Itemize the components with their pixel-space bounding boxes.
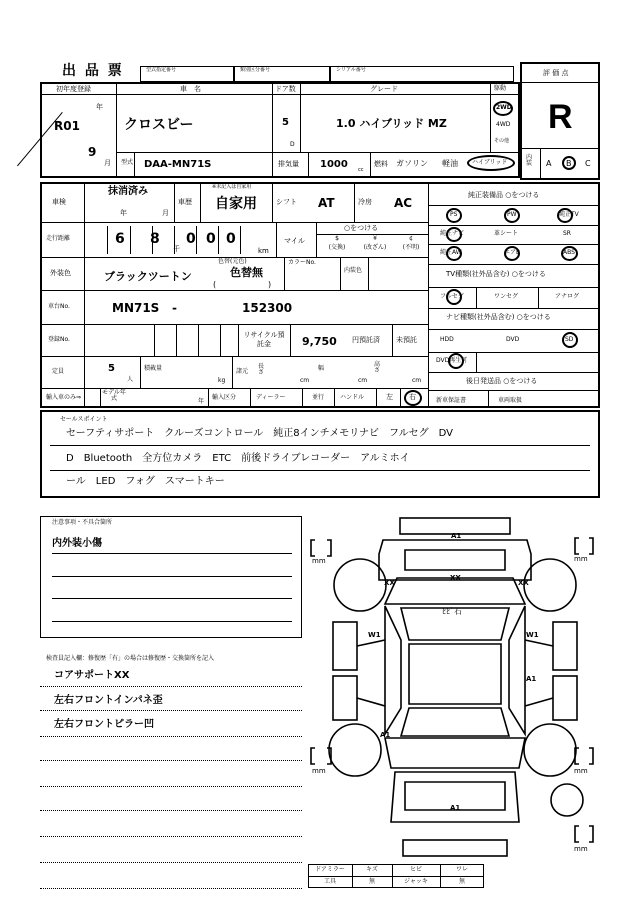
damage-left-fender: XX: [384, 579, 395, 587]
interior-c: C: [585, 159, 591, 168]
model-value: DAA-MN71S: [144, 159, 212, 170]
dvd-playback: DVD再生可: [436, 357, 468, 364]
width-cm: cm: [358, 377, 368, 384]
chassis-dash: -: [172, 301, 177, 315]
drive-label: 駆動: [494, 85, 507, 92]
recycle-value: 9,750: [302, 335, 337, 348]
mileage-mile: マイル: [284, 237, 305, 245]
interior-b: B: [566, 159, 572, 168]
tv-oneseg: ワンセグ: [494, 293, 519, 300]
chassis-model: MN71S: [112, 301, 160, 315]
odo-note: ○をつける: [344, 224, 379, 232]
fuel-hybrid: ハイブリッド: [472, 159, 508, 166]
model-year-unit: 年: [198, 398, 205, 405]
fuel-diesel: 軽油: [442, 159, 458, 168]
mileage-km: km: [258, 247, 269, 255]
mileage-digit: 6: [115, 231, 125, 247]
height-cm: cm: [412, 377, 422, 384]
capacity-unit: 人: [127, 376, 134, 383]
recycle-unpaid: 未預託: [396, 336, 417, 344]
disp-label: 排気量: [278, 160, 299, 168]
inspection-label: 車検: [52, 198, 66, 206]
disp-value: 1000: [320, 159, 348, 170]
notes-label: 注意事項・不具合箇所: [52, 519, 113, 526]
capacity-label: 定員: [52, 368, 65, 375]
equip-leather: 革シート: [494, 230, 519, 237]
legend-cell: ヒビ: [409, 866, 422, 873]
inspector-line: 左右フロントインパネ歪: [54, 695, 163, 706]
doors-label: ドア数: [275, 85, 296, 93]
mileage-digit: 0: [186, 231, 196, 247]
grade-value: 1.0 ハイブリッド MZ: [336, 117, 447, 130]
shift-label: シフト: [276, 198, 297, 206]
navi-hdd: HDD: [440, 336, 454, 343]
ac-label: 冷房: [358, 198, 372, 206]
equip-tv: 純正TV: [559, 211, 579, 218]
capacity-value: 5: [108, 363, 115, 374]
odo-tampered: (改ざん): [363, 244, 387, 251]
width-label: 幅: [318, 365, 325, 372]
damage-left-rear: A1: [380, 731, 391, 739]
model-label: 型式: [121, 159, 134, 166]
color-value: ブラックツートン: [104, 270, 192, 283]
note-line: 内外装小傷: [52, 538, 102, 549]
legend-cell: ワレ: [455, 866, 468, 873]
color-orig-value: 色替無: [230, 266, 263, 279]
recycle-paid: 円預託済: [352, 336, 380, 344]
fuel-gasoline: ガソリン: [396, 159, 428, 168]
mileage-label: 走行距離: [46, 235, 71, 242]
color-label: 外装色: [50, 269, 71, 277]
later-warranty: 新車保証書: [436, 397, 467, 404]
inspector-line: コアサポートXX: [54, 670, 130, 681]
model-year-label: モデル年式: [102, 389, 126, 402]
sales-label: セールスポイント: [60, 416, 108, 423]
mm-label: mm: [574, 845, 588, 853]
drive-2wd: 2WD: [496, 104, 512, 111]
chassis-number: 152300: [242, 301, 293, 315]
equip-ps: PS: [450, 211, 458, 218]
height-label: 高さ: [374, 361, 381, 374]
tv-title: TV種類(社外品含む) ○をつける: [446, 270, 546, 278]
damage-windshield: ﾋﾋﾞ石: [442, 607, 462, 616]
year-unit: 年: [96, 103, 103, 111]
legend-cell: ジャッキ: [404, 878, 428, 885]
car-name: クロスビー: [124, 117, 194, 133]
month-unit: 月: [104, 159, 111, 167]
color-no-label: カラーNo.: [288, 259, 316, 266]
later-manual: 車両取扱: [498, 397, 523, 404]
damage-left-front-door: W1: [368, 631, 381, 639]
interior-color-label: 内装色: [344, 267, 363, 274]
first-reg-year: R01: [54, 119, 80, 133]
shift-value: AT: [318, 196, 335, 210]
length-cm: cm: [300, 377, 310, 384]
registration-label: 登録No.: [48, 336, 70, 343]
navi-sd: SD: [565, 336, 574, 343]
first-reg-month: 9: [88, 145, 97, 159]
later-title: 後日発送品 ○をつける: [466, 377, 538, 385]
tv-analog: アナログ: [555, 293, 580, 300]
odo-replaced-mark: $: [335, 235, 339, 242]
navi-dvd: DVD: [506, 336, 520, 343]
odo-unknown-mark: ¢: [409, 235, 413, 242]
notes-box: [40, 516, 302, 638]
equip-abs: ABS: [563, 249, 575, 256]
handle-label: ハンドル: [340, 394, 365, 401]
drive-other: その他: [494, 138, 510, 144]
damage-hood: XX: [450, 574, 461, 582]
equip-pw: PW: [507, 211, 517, 218]
evaluation-label: 評 価 点: [543, 69, 569, 77]
evaluation-score: R: [548, 98, 573, 136]
damage-right-rear-door: A1: [526, 675, 537, 683]
recycle-label: リサイクル預託金: [243, 331, 285, 348]
mm-label: mm: [574, 767, 588, 775]
car-name-label: 車 名: [180, 85, 201, 93]
sales-line: ール LED フォグ スマートキー: [66, 476, 225, 487]
history-value: 自家用: [215, 196, 257, 212]
import-label: 輸入車のみ⇒: [46, 394, 82, 401]
inspection-value: 抹消済み: [108, 186, 148, 197]
handle-left: 左: [386, 393, 393, 401]
odo-replaced: (交換): [328, 244, 346, 251]
import-class-label: 輸入区分: [212, 394, 237, 401]
import-dealer: ディーラー: [256, 394, 286, 401]
first-reg-label: 初年度登録: [56, 85, 91, 93]
form-title: 出 品 票: [62, 63, 124, 79]
legend-cell: ドアミラー: [315, 866, 345, 873]
inspection-year: 年: [120, 209, 127, 217]
legend-cell: 工具: [323, 878, 336, 885]
equip-navi: 純正ナビ: [440, 230, 465, 237]
sales-line: セーフティサポート クルーズコントロール 純正8インチメモリナビ フルセグ DV: [66, 428, 454, 439]
import-parallel: 並行: [312, 394, 325, 401]
disp-unit: cc: [358, 167, 364, 173]
damage-front-bumper: A1: [451, 532, 462, 540]
ac-value: AC: [394, 196, 413, 210]
damage-right-fender: XX: [518, 579, 529, 587]
equip-aw: 純正AW: [440, 249, 462, 256]
inspector-line: 左右フロントピラー凹: [54, 719, 154, 730]
serial-label: シリアル番号: [336, 67, 366, 73]
interior-a: A: [546, 159, 552, 168]
mileage-digit: 8: [150, 231, 160, 247]
length-label: 長さ: [258, 363, 265, 376]
tv-fullseg: フルセグ: [440, 293, 464, 300]
legend-cell: 無: [458, 878, 465, 885]
load-label: 積載量: [144, 365, 163, 372]
legend-cell: 無: [368, 878, 375, 885]
odo-unknown: (不明): [402, 244, 420, 251]
color-orig-label: 色替(元色): [218, 258, 247, 265]
interior-label: 内装: [526, 154, 533, 167]
mileage-sen: 千: [173, 245, 180, 253]
history-label: 車歴: [178, 198, 192, 206]
doors-value: 5: [282, 117, 289, 128]
fuel-label: 燃料: [374, 160, 388, 168]
history-note: ※未記入は自家用: [212, 184, 252, 190]
inspector-label: 検査員記入欄：修復歴「有」の場合は修復歴・交換箇所を記入: [46, 655, 215, 662]
mileage-digit: 0: [226, 231, 236, 247]
grade-label: グレード: [370, 85, 398, 93]
mm-label: mm: [574, 555, 588, 563]
navi-title: ナビ種類(社外品含む) ○をつける: [446, 313, 551, 321]
mm-label: mm: [312, 767, 326, 775]
model-cert-label: 型式指定番号: [146, 67, 177, 73]
damage-rear-bumper: A1: [450, 804, 461, 812]
odo-tampered-mark: ¥: [373, 235, 377, 242]
mileage-digit: 0: [206, 231, 216, 247]
inspection-month: 月: [162, 209, 169, 217]
dims-label: 諸元: [236, 368, 249, 375]
equip-sr: SR: [563, 230, 571, 237]
damage-right-front-door: W1: [526, 631, 539, 639]
equipment-title: 純正装備品 ○をつける: [468, 191, 540, 199]
handle-right: 右: [409, 393, 416, 401]
mm-label: mm: [312, 557, 326, 565]
load-kg: kg: [218, 377, 226, 384]
class-no-label: 類別区分番号: [240, 67, 271, 73]
equip-airbag: エアB: [504, 249, 521, 256]
drive-4wd: 4WD: [496, 121, 511, 128]
doors-d: D: [290, 141, 295, 148]
sales-line: D Bluetooth 全方位カメラ ETC 前後ドライブレコーダー アルミホイ: [66, 453, 410, 464]
chassis-label: 車台No.: [48, 303, 70, 310]
legend-cell: キズ: [366, 866, 378, 873]
